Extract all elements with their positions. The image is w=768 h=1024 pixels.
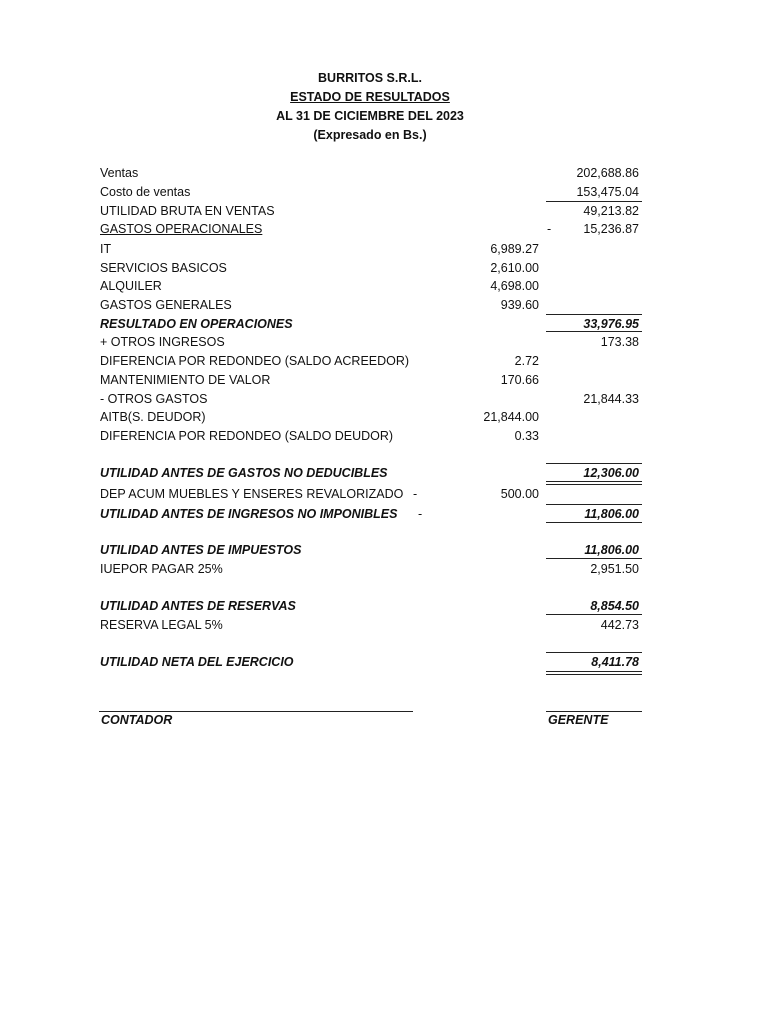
double-underline-top: [546, 671, 642, 672]
row-label: RESERVA LEGAL 5%: [100, 618, 223, 632]
company-name: BURRITOS S.R.L.: [318, 71, 422, 85]
row-total: 2,951.50: [590, 562, 639, 576]
row-label: Ventas: [100, 166, 139, 180]
row-label: UTILIDAD ANTES DE IMPUESTOS: [100, 543, 302, 557]
row-utilidad-no-imponibles: [100, 505, 645, 523]
row-total: 442.73: [600, 618, 639, 632]
row-label: ALQUILER: [100, 279, 162, 293]
row-total: 153,475.04: [576, 185, 639, 199]
row-total: 12,306.00: [583, 466, 639, 480]
row-label: Costo de ventas: [100, 185, 191, 199]
row-label: UTILIDAD NETA DEL EJERCICIO: [100, 655, 294, 669]
row-utilidad-neta: [100, 653, 645, 671]
currency-note: (Expresado en Bs.): [313, 128, 427, 142]
row-total: 8,411.78: [591, 655, 639, 669]
row-label: IUEPOR PAGAR 25%: [100, 562, 223, 576]
row-it: [100, 240, 645, 258]
row-total: 49,213.82: [583, 204, 639, 218]
row-utilidad-bruta: [100, 202, 645, 220]
row-utilidad-reservas: [100, 597, 645, 615]
row-label: DIFERENCIA POR REDONDEO (SALDO DEUDOR): [100, 429, 394, 443]
row-label: MANTENIMIENTO DE VALOR: [100, 373, 271, 387]
row-otros-ingresos: [100, 333, 645, 351]
row-total: 21,844.33: [583, 392, 639, 406]
row-utilidad-impuestos: [100, 541, 645, 559]
row-amount: 0.33: [514, 429, 539, 443]
row-amount: 500.00: [500, 487, 539, 501]
document-header: [200, 69, 540, 145]
double-underline-top: [546, 481, 642, 482]
minus-sign: -: [418, 507, 423, 521]
row-label: UTILIDAD ANTES DE RESERVAS: [100, 599, 296, 613]
row-label: UTILIDAD ANTES DE INGRESOS NO IMPONIBLES: [100, 507, 398, 521]
row-total: 15,236.87: [583, 222, 639, 236]
row-gastos-operacionales: [100, 220, 645, 238]
row-label: IT: [100, 242, 112, 256]
row-amount: 2.72: [514, 354, 539, 368]
row-reserva-legal: [100, 616, 645, 634]
row-amount: 4,698.00: [490, 279, 539, 293]
report-date: AL 31 DE CICIEMBRE DEL 2023: [276, 109, 464, 123]
row-total: 11,806.00: [584, 543, 639, 557]
signature-line-contador: [99, 711, 413, 712]
total-underline: [546, 614, 642, 615]
signature-label-contador: CONTADOR: [101, 713, 173, 727]
row-total: 8,854.50: [590, 599, 639, 613]
report-title: ESTADO DE RESULTADOS: [290, 90, 450, 104]
row-alquiler: [100, 277, 645, 295]
row-dep-acum: [100, 485, 645, 503]
row-gastos-generales: [100, 296, 645, 314]
row-costo-ventas: [100, 183, 645, 201]
row-label: DIFERENCIA POR REDONDEO (SALDO ACREEDOR): [100, 354, 410, 368]
row-label: GASTOS OPERACIONALES: [100, 222, 263, 236]
row-total: 173.38: [600, 335, 639, 349]
row-diferencia-deudor: [100, 427, 645, 445]
minus-sign: -: [547, 222, 552, 236]
row-amount: 21,844.00: [483, 410, 539, 424]
row-label: UTILIDAD BRUTA EN VENTAS: [100, 204, 275, 218]
signature-label-gerente: GERENTE: [548, 713, 609, 727]
total-underline: [546, 331, 642, 332]
row-iue: [100, 560, 645, 578]
row-label: GASTOS GENERALES: [100, 298, 232, 312]
row-label: UTILIDAD ANTES DE GASTOS NO DEDUCIBLES: [100, 466, 388, 480]
row-ventas: [100, 164, 645, 182]
row-label: RESULTADO EN OPERACIONES: [100, 317, 293, 331]
row-label: AITB(S. DEUDOR): [100, 410, 206, 424]
row-otros-gastos: [100, 390, 645, 408]
total-underline: [546, 522, 642, 523]
minus-sign: -: [413, 487, 418, 501]
row-aitb: [100, 408, 645, 426]
row-diferencia-acreedor: [100, 352, 645, 370]
signature-line-gerente: [546, 711, 642, 712]
row-total: 202,688.86: [576, 166, 639, 180]
row-mantenimiento-valor: [100, 371, 645, 389]
row-label: DEP ACUM MUEBLES Y ENSERES REVALORIZADO: [100, 487, 404, 501]
row-total: 11,806.00: [584, 507, 639, 521]
row-label: + OTROS INGRESOS: [100, 335, 225, 349]
total-underline: [546, 558, 642, 559]
row-utilidad-no-deducibles: [100, 464, 645, 482]
row-amount: 939.60: [500, 298, 539, 312]
row-servicios-basicos: [100, 259, 645, 277]
row-label: SERVICIOS BASICOS: [100, 261, 227, 275]
double-underline-bottom: [546, 674, 642, 675]
row-label: - OTROS GASTOS: [100, 392, 208, 406]
row-amount: 2,610.00: [490, 261, 539, 275]
row-amount: 6,989.27: [490, 242, 539, 256]
row-amount: 170.66: [500, 373, 539, 387]
row-total: 33,976.95: [583, 317, 639, 331]
